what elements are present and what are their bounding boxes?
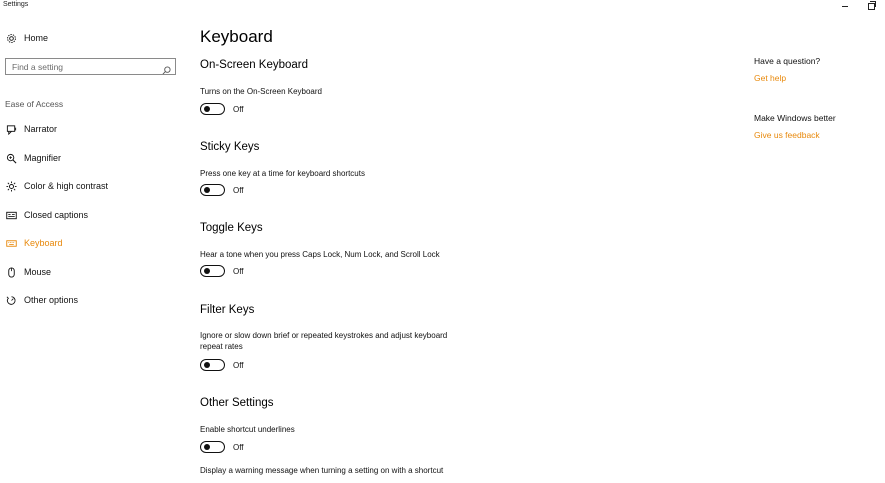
search-input[interactable] bbox=[6, 59, 162, 74]
toggle-knob bbox=[204, 268, 210, 274]
magnifier-icon bbox=[5, 152, 17, 164]
filter-keys-toggle[interactable] bbox=[200, 358, 244, 372]
mouse-icon bbox=[5, 266, 17, 278]
toggle-state-label: Off bbox=[233, 360, 244, 370]
section-heading-other-settings: Other Settings bbox=[200, 397, 274, 409]
sidebar-item-home[interactable] bbox=[0, 27, 185, 49]
setting-description: Press one key at a time for keyboard shortcuts bbox=[200, 169, 365, 178]
restore-button[interactable] bbox=[864, 0, 878, 12]
page-title: Keyboard bbox=[200, 27, 273, 46]
sidebar-item-label: Magnifier bbox=[24, 153, 62, 163]
sticky-keys-toggle[interactable] bbox=[200, 183, 244, 197]
sidebar-item-label: Other options bbox=[24, 295, 79, 305]
toggle-state-label: Off bbox=[233, 104, 244, 114]
toggle-switch[interactable] bbox=[200, 184, 225, 196]
toggle-switch[interactable] bbox=[200, 103, 225, 115]
setting-description: Hear a tone when you press Caps Lock, Num Lock, and Scroll Lock bbox=[200, 250, 440, 259]
sidebar-item-narrator[interactable] bbox=[0, 118, 185, 140]
get-help-link[interactable]: Get help bbox=[754, 73, 787, 83]
sidebar-item-mouse[interactable] bbox=[0, 261, 185, 283]
narrator-icon bbox=[5, 123, 17, 135]
toggle-knob bbox=[204, 444, 210, 450]
sidebar-item-other-options[interactable] bbox=[0, 289, 185, 311]
main-content bbox=[200, 0, 720, 483]
brightness-icon bbox=[5, 180, 17, 192]
give-feedback-link[interactable]: Give us feedback bbox=[754, 130, 820, 140]
sidebar-item-keyboard[interactable] bbox=[0, 232, 185, 254]
toggle-state-label: Off bbox=[233, 442, 244, 452]
toggle-switch[interactable] bbox=[200, 265, 225, 277]
toggle-switch[interactable] bbox=[200, 441, 225, 453]
sidebar-item-label: Narrator bbox=[24, 124, 58, 134]
shortcut-underlines-toggle[interactable] bbox=[200, 440, 244, 454]
restore-icon bbox=[868, 3, 875, 10]
sidebar-item-label: Closed captions bbox=[24, 210, 89, 220]
toggle-knob bbox=[204, 187, 210, 193]
gear-icon bbox=[5, 32, 17, 44]
section-heading-filter-keys: Filter Keys bbox=[200, 304, 255, 316]
window-title: Settings bbox=[3, 1, 29, 8]
sidebar-item-color-high-contrast[interactable] bbox=[0, 175, 185, 197]
toggle-state-label: Off bbox=[233, 266, 244, 276]
toggle-keys-toggle[interactable] bbox=[200, 264, 244, 278]
setting-description: Ignore or slow down brief or repeated keystrokes and adjust keyboard repeat rates bbox=[200, 331, 448, 351]
help-heading: Have a question? bbox=[754, 56, 821, 66]
setting-description: Enable shortcut underlines bbox=[200, 425, 295, 434]
search-box[interactable] bbox=[5, 58, 176, 75]
toggle-state-label: Off bbox=[233, 185, 244, 195]
on-screen-keyboard-toggle[interactable] bbox=[200, 102, 244, 116]
sidebar-item-closed-captions[interactable] bbox=[0, 204, 185, 226]
sidebar-item-label: Mouse bbox=[24, 267, 52, 277]
keyboard-icon bbox=[5, 237, 17, 249]
toggle-knob bbox=[204, 362, 210, 368]
sidebar-item-label: Keyboard bbox=[24, 238, 63, 248]
sidebar-item-magnifier[interactable] bbox=[0, 147, 185, 169]
search-icon[interactable] bbox=[162, 62, 171, 71]
section-heading-toggle-keys: Toggle Keys bbox=[200, 222, 263, 234]
sidebar-item-label: Home bbox=[24, 33, 49, 43]
minimize-icon bbox=[842, 6, 848, 7]
captions-icon bbox=[5, 209, 17, 221]
toggle-switch[interactable] bbox=[200, 359, 225, 371]
toggle-knob bbox=[204, 106, 210, 112]
section-heading-on-screen-keyboard: On-Screen Keyboard bbox=[200, 59, 309, 71]
sidebar-item-label: Color & high contrast bbox=[24, 181, 109, 191]
timer-icon bbox=[5, 294, 17, 306]
section-heading-sticky-keys: Sticky Keys bbox=[200, 141, 260, 153]
feedback-heading: Make Windows better bbox=[754, 113, 836, 123]
setting-description: Display a warning message when turning a setting on with a shortcut bbox=[200, 466, 444, 475]
setting-description: Turns on the On-Screen Keyboard bbox=[200, 87, 322, 96]
minimize-button[interactable] bbox=[838, 0, 852, 12]
section-label: Ease of Access bbox=[5, 99, 64, 109]
